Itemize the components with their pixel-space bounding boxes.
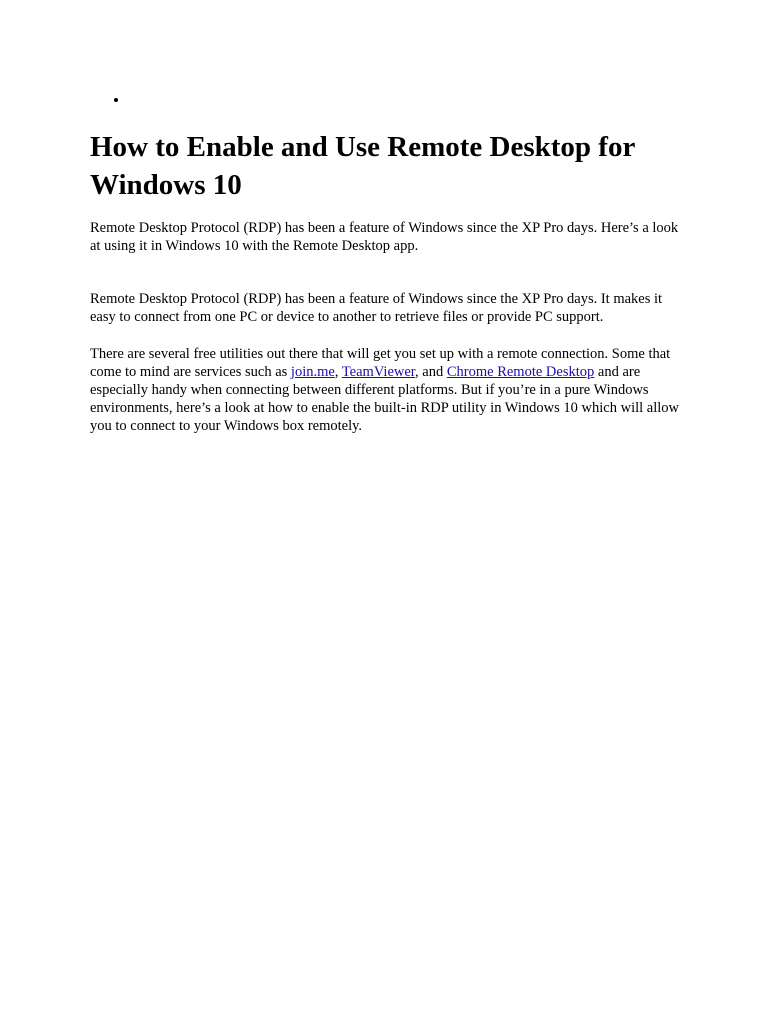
body-text-after: and are especially handy when connecting between different platforms. But if you’re in a pure Windows environments, here’s a look at how to enable the built-in RDP utility in Windows 10 which will allow you to connect to your Windows box remotely. bbox=[90, 364, 680, 434]
article-intro: Remote Desktop Protocol (RDP) has been a feature of Windows since the XP Pro days. It makes it easy to connect from one PC or device to another to retrieve files or provide PC support. bbox=[90, 291, 663, 325]
body-text-before: There are several free utilities out there that will get you set up with a remote connection. Some that come to mind are services such as bbox=[90, 346, 671, 380]
link-teamviewer[interactable]: TeamViewer bbox=[341, 364, 416, 380]
bullet-icon bbox=[114, 98, 118, 102]
separator-text: , and bbox=[415, 364, 447, 380]
link-chrome-remote-desktop[interactable]: Chrome Remote Desktop bbox=[446, 364, 595, 380]
separator-text: , bbox=[334, 364, 342, 380]
article-summary: Remote Desktop Protocol (RDP) has been a feature of Windows since the XP Pro days. Here’s a look at using it in Windows 10 with the Remote Desktop app. bbox=[90, 220, 679, 254]
article-title: How to Enable and Use Remote Desktop for Windows 10 bbox=[90, 131, 635, 201]
link-join-me[interactable]: join.me bbox=[290, 364, 335, 380]
article-body-paragraph bbox=[90, 345, 680, 435]
